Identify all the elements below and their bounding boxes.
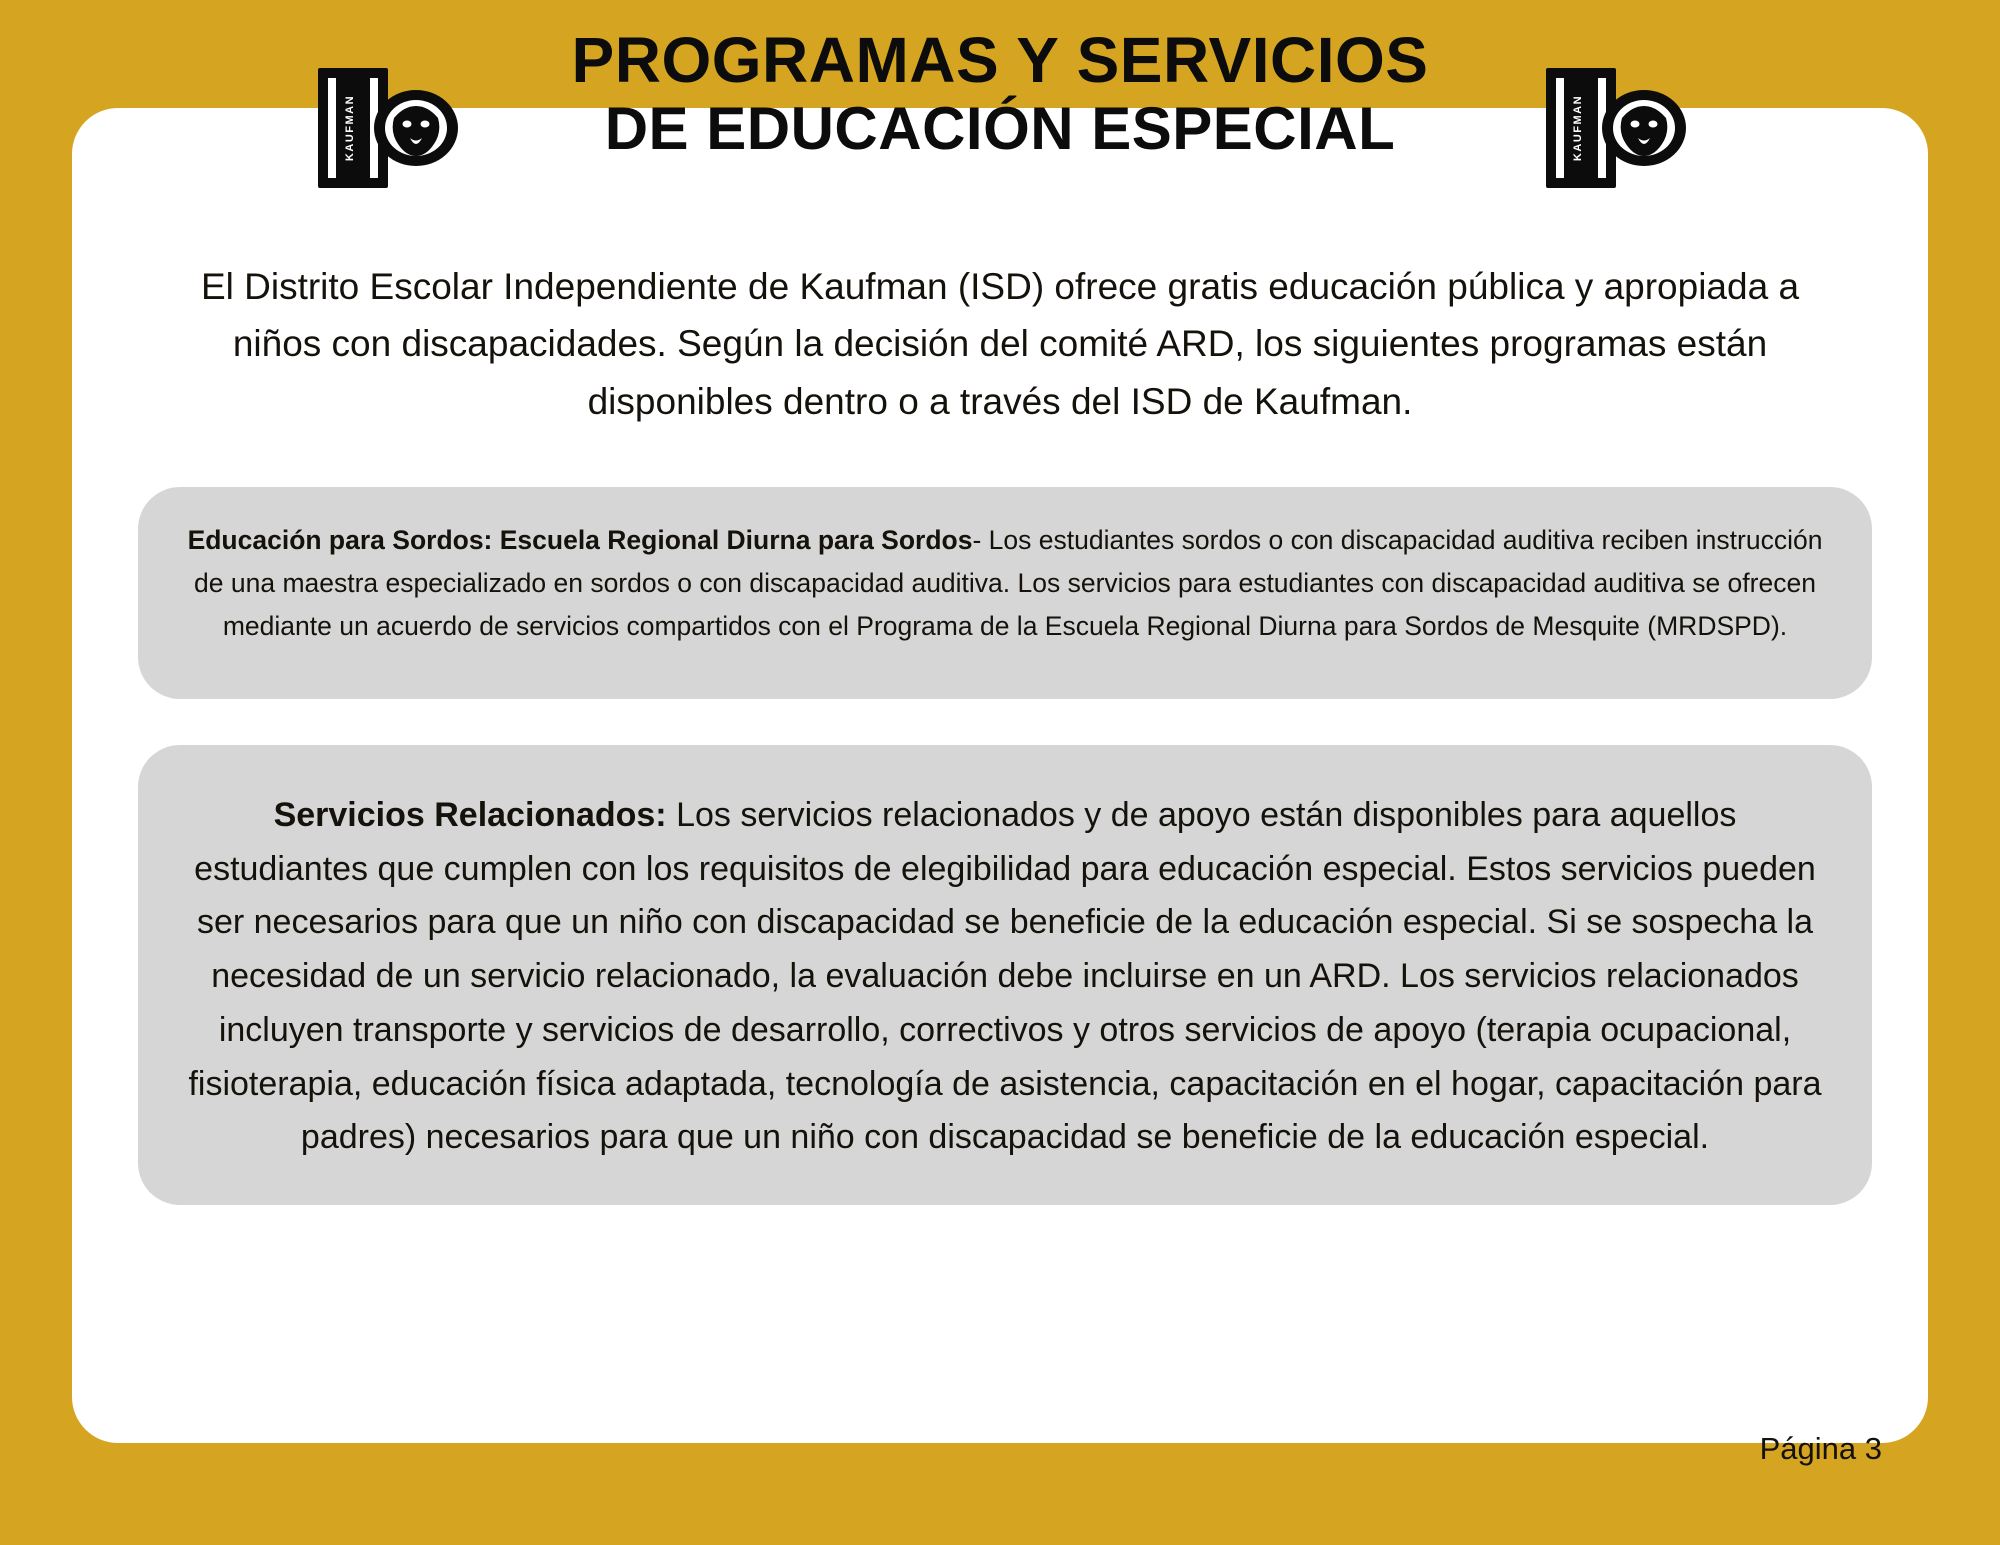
title-line-2: DE EDUCACIÓN ESPECIAL xyxy=(604,95,1396,163)
panel-related-services-body: Los servicios relacionados y de apoyo están disponibles para aquellos estudiantes que cumplen con los requisitos de elegibilidad para educación especial. Estos servicios pueden ser necesarios para que un niño con discapacidad se beneficie de la educación especial. Si se sospecha la necesidad de un servicio relacionado, la evaluación debe incluirse en un ARD. Los servicios relacionados incluyen transporte y servicios de desarrollo, correctivos y otros servicios de apoyo (terapia ocupacional, fisioterapia, educación física adaptada, tecnología de asistencia, capacitación en el hogar, capacitación para padres) necesarios para que un niño con discapacidad se beneficie de la educación especial. xyxy=(188,796,1822,1157)
page-number: Página 3 xyxy=(1759,1431,1882,1466)
panel-deaf-education xyxy=(138,487,1872,699)
panel-related-services-heading: Servicios Relacionados: xyxy=(273,796,667,834)
panel-deaf-education-heading: Educación para Sordos: Escuela Regional Diurna para Sordos xyxy=(187,525,973,555)
svg-text:KAUFMAN: KAUFMAN xyxy=(1572,94,1584,162)
intro-paragraph: El Distrito Escolar Independiente de Kaufman (ISD) ofrece gratis educación pública y apropiada a niños con discapacidades. Según la decisión del comité ARD, los siguientes programas están disponibles dentro o a través del ISD de Kaufman. xyxy=(200,266,1800,422)
title-line-1: PROGRAMAS Y SERVICIOS xyxy=(571,24,1429,96)
kaufman-lions-logo-left xyxy=(312,62,464,194)
panel-deaf-education-text xyxy=(184,519,1826,648)
panel-related-services xyxy=(138,745,1872,1205)
svg-text:KAUFMAN: KAUFMAN xyxy=(344,94,356,162)
panel-deaf-education-body: - Los estudiantes sordos o con discapacidad auditiva reciben instrucción de una maestra especializado en sordos o con discapacidad auditiva. Los servicios para estudiantes con discapacidad auditiva se ofrecen mediante un acuerdo de servicios compartidos con el Programa de la Escuela Regional Diurna para Sordos de Mesquite (MRDSPD). xyxy=(194,525,1823,641)
panel-related-services-text xyxy=(184,789,1826,1165)
kaufman-lions-logo-right xyxy=(1540,62,1692,194)
